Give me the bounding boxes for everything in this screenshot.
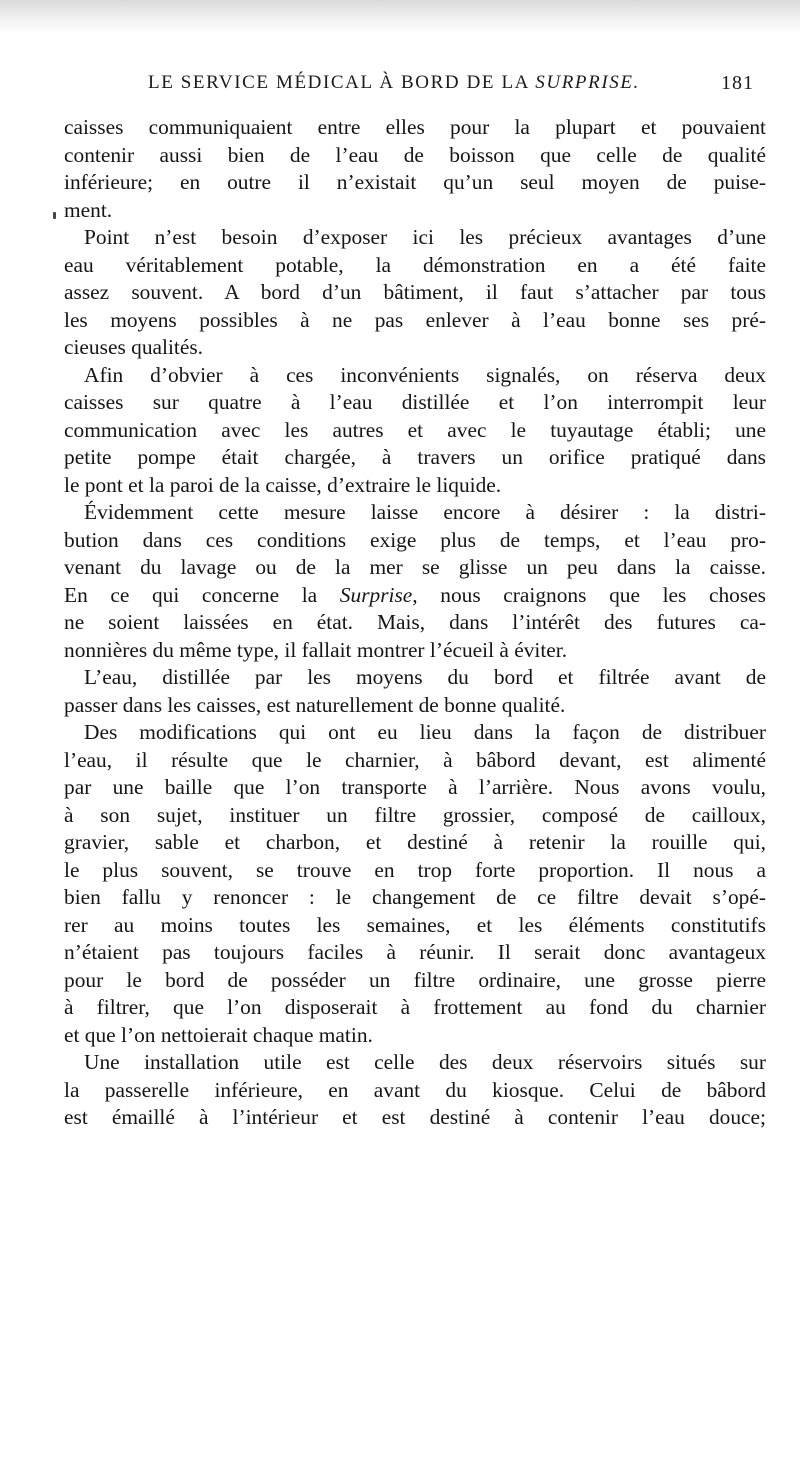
text-line: bien fallu y renoncer : le changement de ce filtre devait s’opé- <box>64 885 766 909</box>
text-line: la passerelle inférieure, en avant du kiosque. Celui de bâbord <box>64 1077 766 1102</box>
text-line: caisses communiquaient entre elles pour la plupart et pouvaient <box>64 115 766 139</box>
text-line: et que l’on nettoierait chaque matin. <box>64 1022 373 1047</box>
text-line: l’eau, il résulte que le charnier, à bâbord devant, est alimenté <box>64 747 766 772</box>
text-line: caisses sur quatre à l’eau distillée et l’on interrompit leur <box>64 390 766 414</box>
text-line: ne soient laissées en état. Mais, dans l’intérêt des futures ca- <box>64 610 766 634</box>
text-line: communication avec les autres et avec le tuyautage établi; une <box>64 417 766 442</box>
text-line: venant du lavage ou de la mer se glisse un peu dans la caisse. <box>64 555 766 579</box>
text-line: rer au moins toutes les semaines, et les éléments constitutifs <box>64 912 766 937</box>
text-line: bution dans ces conditions exige plus de temps, et l’eau pro- <box>64 527 766 552</box>
text-line: Point n’est besoin d’exposer ici les précieux avantages d’une <box>84 225 766 249</box>
page-number: 181 <box>721 72 754 94</box>
running-title-text: LE SERVICE MÉDICAL À BORD DE LA <box>148 72 536 93</box>
scan-shadow <box>0 0 800 34</box>
text-line: eau véritablement potable, la démonstration en a été faite <box>64 252 766 277</box>
ship-name: Surprise <box>339 582 413 607</box>
text-line: à filtrer, que l’on disposerait à frottement au fond du charnier <box>64 995 766 1019</box>
text-line: passer dans les caisses, est naturellement de bonne qualité. <box>64 692 566 717</box>
text-line: pour le bord de posséder un filtre ordinaire, une grosse pierre <box>64 967 766 992</box>
running-header <box>148 72 754 102</box>
text-fragment: En ce qui concerne la <box>64 582 340 607</box>
text-line: le plus souvent, se trouve en trop forte proportion. Il nous a <box>64 857 766 882</box>
text-line: contenir aussi bien de l’eau de boisson que celle de qualité <box>64 142 766 167</box>
text-line: le pont et la paroi de la caisse, d’extraire le liquide. <box>64 472 502 497</box>
text-line: nonnières du même type, il fallait montrer l’écueil à éviter. <box>64 637 568 662</box>
text-line: L’eau, distillée par les moyens du bord et filtrée avant de <box>84 665 766 689</box>
text-line: inférieure; en outre il n’existait qu’un seul moyen de puise- <box>64 170 766 194</box>
text-line: les moyens possibles à ne pas enlever à l’eau bonne ses pré- <box>64 307 766 332</box>
text-line: Afin d’obvier à ces inconvénients signalés, on réserva deux <box>84 362 766 387</box>
text-line: Des modifications qui ont eu lieu dans la façon de distribuer <box>84 720 766 744</box>
margin-mark <box>53 212 56 219</box>
body-text <box>64 114 766 1132</box>
text-line: par une baille que l’on transporte à l’arrière. Nous avons voulu, <box>64 775 766 799</box>
text-line <box>64 582 766 610</box>
running-title <box>148 72 640 94</box>
running-title-ship: SURPRISE. <box>535 72 640 93</box>
text-line: gravier, sable et charbon, et destiné à retenir la rouille qui, <box>64 830 766 854</box>
text-line: petite pompe était chargée, à travers un orifice pratiqué dans <box>64 445 766 469</box>
text-line: ment. <box>64 197 113 222</box>
text-line: à son sujet, instituer un filtre grossier, composé de cailloux, <box>64 802 766 827</box>
text-line: est émaillé à l’intérieur et est destiné à contenir l’eau douce; <box>64 1105 766 1129</box>
text-line: n’étaient pas toujours faciles à réunir. Il serait donc avantageux <box>64 940 766 964</box>
text-line: Évidemment cette mesure laisse encore à désirer : la distri- <box>84 500 766 524</box>
text-line: assez souvent. A bord d’un bâtiment, il faut s’attacher par tous <box>64 280 766 304</box>
text-fragment: , nous craignons que les choses <box>412 582 766 607</box>
text-line: cieuses qualités. <box>64 335 203 359</box>
text-line: Une installation utile est celle des deux réservoirs situés sur <box>84 1050 766 1074</box>
